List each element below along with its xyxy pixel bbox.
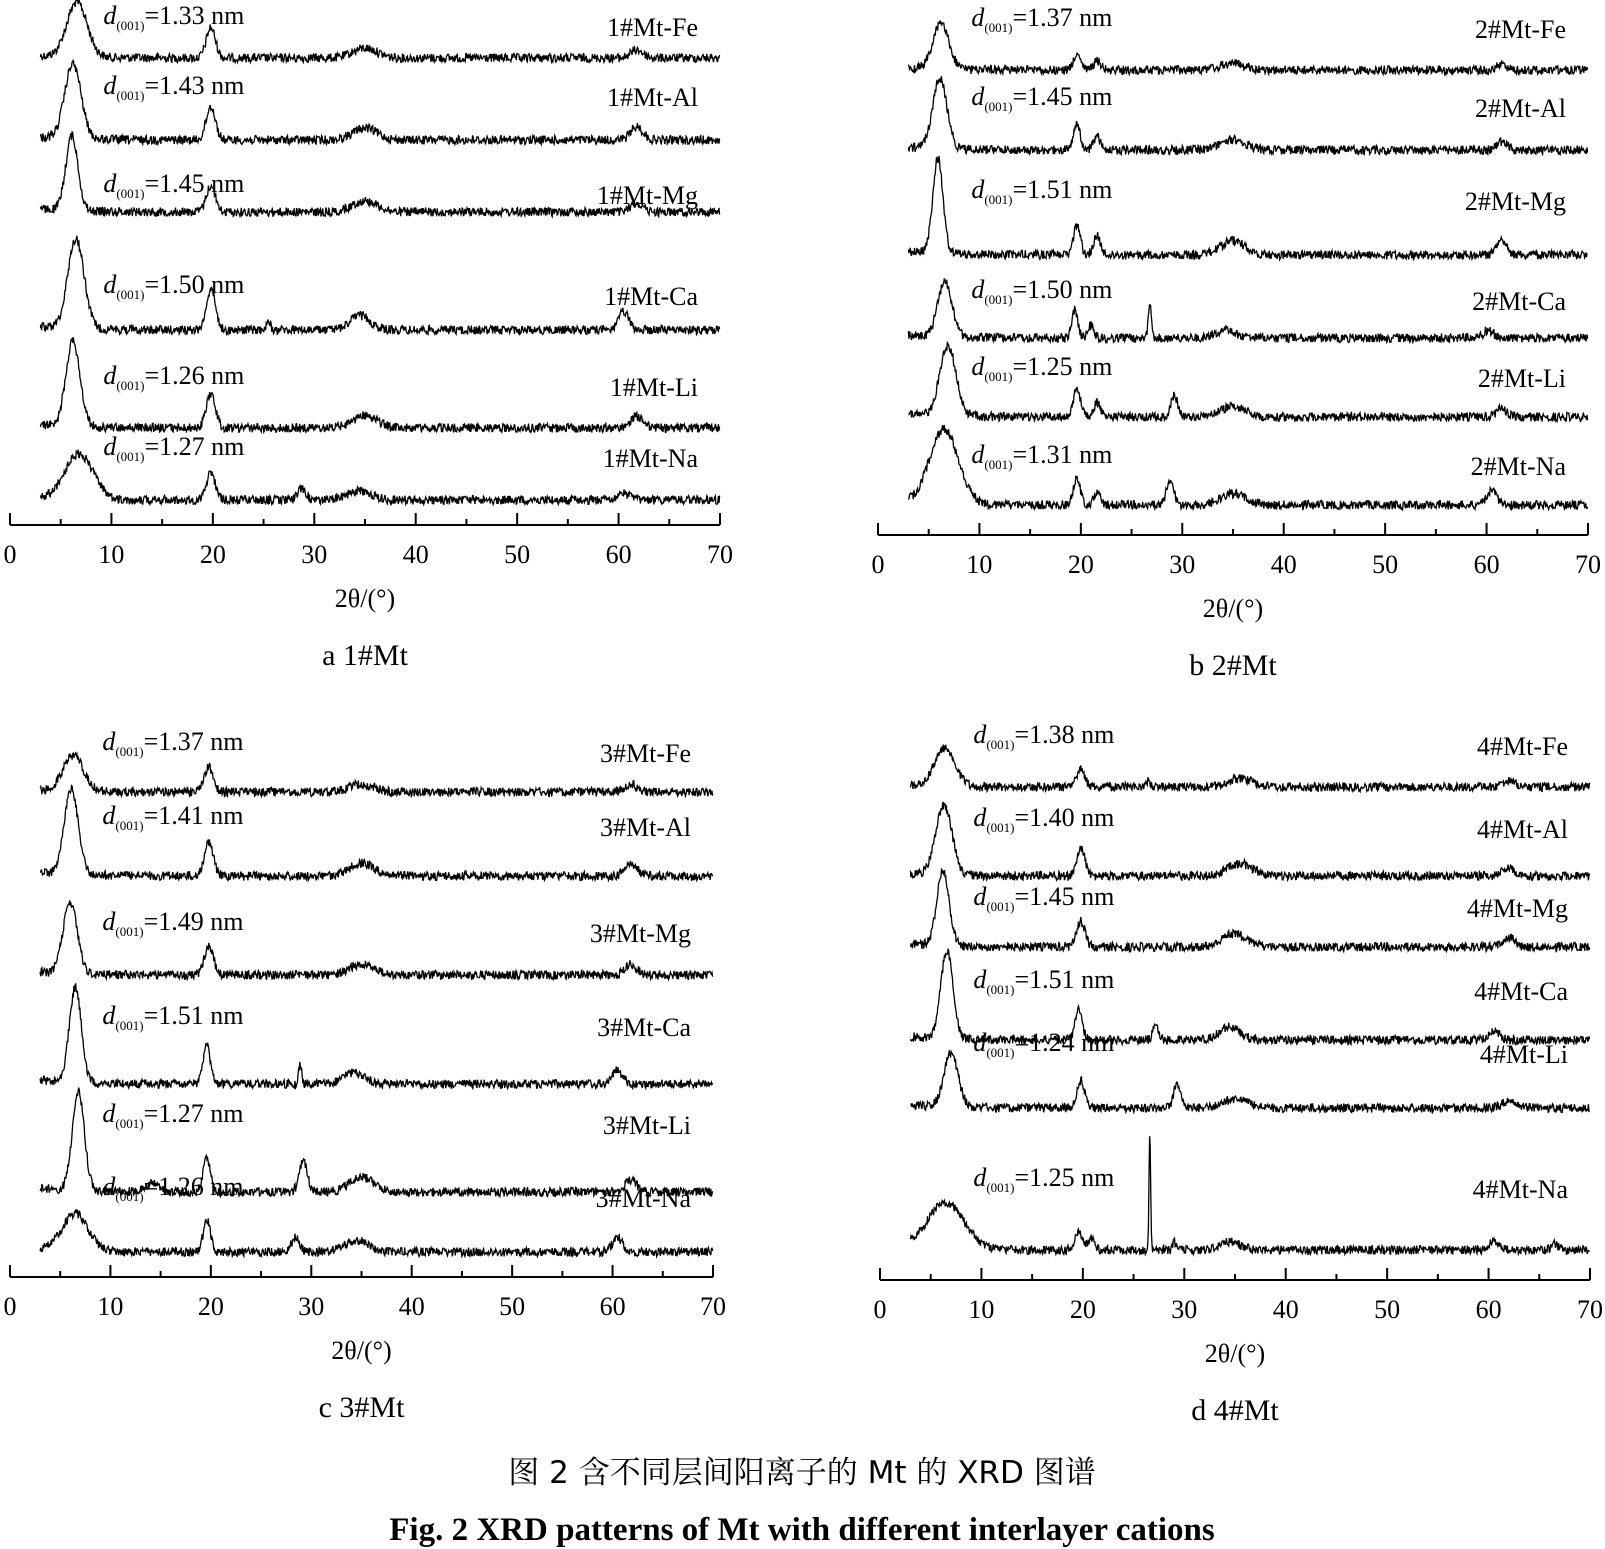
d-spacing-label: $d_{(001)}=1.41$ nm [102, 801, 244, 833]
x-tick-label: 20 [197, 1292, 224, 1321]
chart-panel [4, 0, 734, 672]
series-label: 2#Mt-Na [1470, 452, 1566, 481]
d-spacing-label: $d_{(001)}=1.51$ nm [971, 175, 1113, 207]
series-label: 4#Mt-Na [1472, 1175, 1568, 1204]
chart-panel [4, 727, 727, 1424]
series-label: 3#Mt-Ca [597, 1013, 691, 1042]
chart-panel [874, 720, 1604, 1427]
x-tick-label: 70 [700, 1292, 726, 1321]
d-spacing-label: $d_{(001)}=1.27$ nm [102, 1099, 244, 1131]
d-spacing-label: $d_{(001)}=1.24$ nm [973, 1028, 1115, 1060]
series-label: 1#Mt-Al [607, 83, 698, 112]
series-label: 3#Mt-Al [600, 813, 691, 842]
x-tick-label: 60 [605, 540, 632, 569]
d-spacing-label: $d_{(001)}=1.37$ nm [971, 3, 1113, 35]
d-spacing-label: $d_{(001)}=1.51$ nm [973, 965, 1115, 997]
x-tick-label: 40 [1270, 550, 1297, 579]
series-label: 1#Mt-Li [609, 373, 698, 402]
x-tick-label: 20 [1067, 550, 1094, 579]
panel-caption: d 4#Mt [1191, 1394, 1279, 1427]
d-spacing-label: $d_{(001)}=1.26$ nm [102, 1172, 244, 1204]
x-tick-label: 60 [1473, 550, 1500, 579]
d-spacing-label: $d_{(001)}=1.49$ nm [102, 907, 244, 939]
x-tick-label: 40 [1272, 1295, 1299, 1324]
d-spacing-label: $d_{(001)}=1.33$ nm [103, 1, 245, 33]
x-tick-label: 0 [871, 550, 885, 579]
x-tick-label: 40 [398, 1292, 425, 1321]
series-label: 3#Mt-Na [595, 1184, 691, 1213]
d-spacing-label: $d_{(001)}=1.40$ nm [973, 803, 1115, 835]
x-tick-label: 50 [1372, 550, 1399, 579]
d-spacing-label: $d_{(001)}=1.38$ nm [973, 720, 1115, 752]
series-label: 4#Mt-Fe [1477, 732, 1568, 761]
series-label: 1#Mt-Na [602, 444, 698, 473]
series-label: 2#Mt-Al [1475, 94, 1566, 123]
series-label: 3#Mt-Fe [600, 739, 691, 768]
x-axis-label: 2θ/(°) [334, 584, 396, 613]
panel-caption: a 1#Mt [322, 639, 408, 672]
d-spacing-label: $d_{(001)}=1.45$ nm [971, 82, 1113, 114]
d-spacing-label: $d_{(001)}=1.43$ nm [103, 71, 245, 103]
d-spacing-label: $d_{(001)}=1.45$ nm [973, 882, 1115, 914]
series-line [40, 1088, 713, 1197]
x-tick-label: 30 [298, 1292, 325, 1321]
d-spacing-label: $d_{(001)}=1.51$ nm [102, 1001, 244, 1033]
x-axis-label: 2θ/(°) [1202, 594, 1264, 623]
x-tick-label: 60 [1475, 1295, 1502, 1324]
series-label: 4#Mt-Al [1477, 815, 1568, 844]
series-label: 3#Mt-Mg [589, 919, 691, 948]
series-label: 1#Mt-Fe [607, 13, 698, 42]
series-label: 4#Mt-Li [1479, 1040, 1568, 1069]
x-tick-label: 20 [1069, 1295, 1096, 1324]
series-line [40, 1209, 713, 1256]
d-spacing-label: $d_{(001)}=1.45$ nm [103, 169, 245, 201]
series-label: 1#Mt-Ca [604, 282, 698, 311]
x-tick-label: 10 [966, 550, 993, 579]
chart-panel [872, 3, 1602, 682]
d-spacing-label: $d_{(001)}=1.50$ nm [971, 275, 1113, 307]
x-tick-label: 10 [968, 1295, 995, 1324]
x-tick-label: 50 [1374, 1295, 1401, 1324]
d-spacing-label: $d_{(001)}=1.37$ nm [102, 727, 244, 759]
x-tick-label: 70 [1577, 1295, 1603, 1324]
panel-caption: c 3#Mt [318, 1391, 405, 1424]
x-tick-label: 0 [3, 1292, 17, 1321]
x-tick-label: 30 [1171, 1295, 1198, 1324]
figure-caption-cn: 图 2 含不同层间阳离子的 Mt 的 XRD 图谱 [508, 1455, 1096, 1491]
x-tick-label: 50 [504, 540, 531, 569]
series-label: 2#Mt-Ca [1472, 287, 1566, 316]
series-label: 3#Mt-Li [602, 1111, 691, 1140]
d-spacing-label: $d_{(001)}=1.25$ nm [973, 1163, 1115, 1195]
series-label: 2#Mt-Fe [1475, 15, 1566, 44]
x-tick-label: 30 [1169, 550, 1196, 579]
x-tick-label: 10 [98, 540, 125, 569]
x-tick-label: 60 [599, 1292, 626, 1321]
d-spacing-label: $d_{(001)}=1.50$ nm [103, 270, 245, 302]
series-label: 4#Mt-Mg [1466, 894, 1568, 923]
series-label: 2#Mt-Li [1477, 364, 1566, 393]
d-spacing-label: $d_{(001)}=1.27$ nm [103, 432, 245, 464]
x-tick-label: 50 [499, 1292, 526, 1321]
series-label: 2#Mt-Mg [1464, 187, 1566, 216]
x-tick-label: 10 [97, 1292, 124, 1321]
series-label: 1#Mt-Mg [596, 181, 698, 210]
x-tick-label: 0 [873, 1295, 887, 1324]
x-axis-label: 2θ/(°) [331, 1336, 392, 1365]
x-tick-label: 30 [301, 540, 328, 569]
x-tick-label: 20 [199, 540, 226, 569]
series-label: 4#Mt-Ca [1474, 977, 1568, 1006]
d-spacing-label: $d_{(001)}=1.25$ nm [971, 352, 1113, 384]
x-axis-label: 2θ/(°) [1204, 1339, 1266, 1368]
d-spacing-label: $d_{(001)}=1.31$ nm [971, 440, 1113, 472]
d-spacing-label: $d_{(001)}=1.26$ nm [103, 361, 245, 393]
x-tick-label: 0 [3, 540, 17, 569]
figure-caption-en: Fig. 2 XRD patterns of Mt with different interlayer cations [389, 1512, 1215, 1548]
x-tick-label: 40 [402, 540, 429, 569]
panel-caption: b 2#Mt [1189, 649, 1277, 682]
x-tick-label: 70 [707, 540, 733, 569]
x-tick-label: 70 [1575, 550, 1601, 579]
